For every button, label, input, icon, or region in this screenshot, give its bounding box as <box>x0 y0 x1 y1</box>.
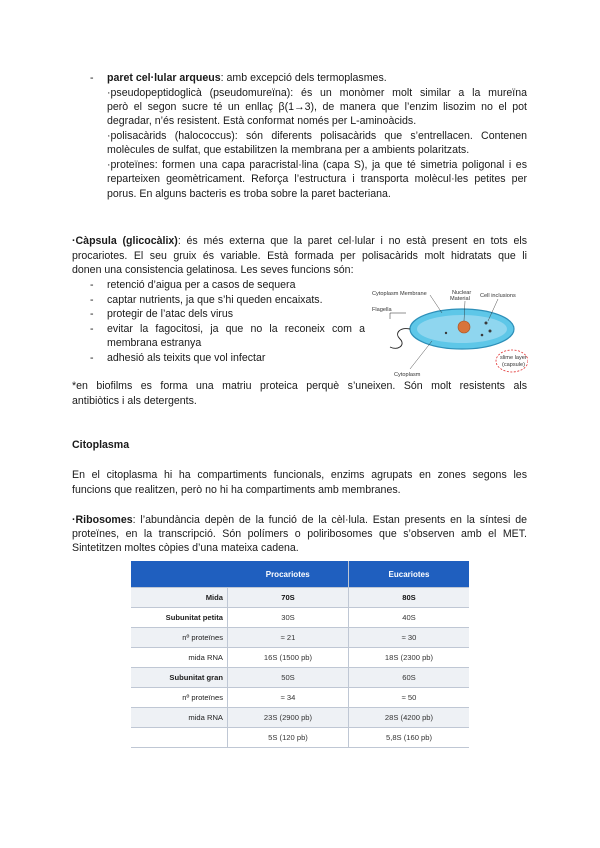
table-cell: 16S (1500 pb) <box>228 648 349 668</box>
ribosomes-heading-line <box>72 513 527 527</box>
table-cell: 40S <box>349 608 470 628</box>
arqueus-line: però el segon sucre té un enllaç β(1→3), de manera que l’enzim lisozim no el pot <box>107 101 527 113</box>
label-material: Material <box>450 296 470 302</box>
label-cytoplasm-membrane: Cytoplasm Membrane <box>372 291 427 297</box>
table-cell: 50S <box>228 668 349 688</box>
table-row <box>131 628 469 648</box>
table-cell: mida RNA <box>131 648 228 668</box>
table-header-cell <box>131 561 228 588</box>
table-row <box>131 648 469 668</box>
cell-inclusion-dot <box>485 322 488 325</box>
table-cell: Subunitat petita <box>131 608 228 628</box>
arqueus-title-rest: : amb excepció dels termoplasmes. <box>220 72 387 84</box>
arqueus-line: degradar, n’és resistent. Està conformat només per L-aminoàcids. <box>107 115 417 127</box>
table-row <box>131 728 469 748</box>
label-pointer <box>430 295 442 313</box>
bullet-dash: - <box>90 72 94 84</box>
citoplasma-title: Citoplasma <box>72 439 130 451</box>
label-cell-inclusions: Cell inclusions <box>480 293 516 299</box>
capsula-note-line: *en biofilms es forma una matriu proteica perquè s’uneixen. Són molt resistents als <box>72 380 527 392</box>
table-cell <box>131 728 228 748</box>
cell-inclusion-dot <box>489 330 492 333</box>
capsula-function-item: membrana estranya <box>107 337 202 349</box>
table-cell: ≈ 21 <box>228 628 349 648</box>
capsula-line: : és més externa que la paret cel·lular i no està present en tots els <box>177 235 527 247</box>
flagella-pointer <box>390 313 406 319</box>
citoplasma-line: En el citoplasma hi ha compartiments funcionals, enzims agrupats en zones segons les <box>72 469 527 481</box>
table-cell: 70S <box>228 588 349 608</box>
capsula-line: procariotes. El seu gruix és variable. Està formada per polisacàrids molt hidratats que li <box>72 250 527 262</box>
table-cell: ≈ 30 <box>349 628 470 648</box>
slime-layer-outline <box>496 350 528 372</box>
table-row <box>131 688 469 708</box>
table-row <box>131 588 469 608</box>
table-cell: mida RNA <box>131 708 228 728</box>
table-header-cell: Procariotes <box>228 561 349 588</box>
table-cell: 23S (2900 pb) <box>228 708 349 728</box>
bullet-dash: - <box>90 279 94 291</box>
arqueus-line: molècules de sulfat, que estabilitzen la membrana per a ambients polaritzats. <box>107 144 470 156</box>
label-capsule: (capsule) <box>502 362 526 368</box>
capsula-title: ·Càpsula (glicocàlix) <box>72 235 178 247</box>
arqueus-line: ·proteïnes: formen una capa paracristal·lina (capa S), ja que té simetria poligonal i es <box>107 159 527 171</box>
nuclear-material-shape <box>458 321 470 333</box>
table-cell: nº proteïnes <box>131 688 228 708</box>
table-cell: 18S (2300 pb) <box>349 648 470 668</box>
table-cell: 5S (120 pb) <box>228 728 349 748</box>
table-row <box>131 708 469 728</box>
capsula-function-item: retenció d’aigua per a casos de sequera <box>107 279 296 291</box>
table-row <box>131 608 469 628</box>
table-cell: 28S (4200 pb) <box>349 708 470 728</box>
table-cell: ≈ 34 <box>228 688 349 708</box>
table-row <box>131 668 469 688</box>
capsula-function-item: evitar la fagocitosi, ja que no la reconeix com a <box>107 323 365 335</box>
arqueus-line: porus. En alguns bacteris es troba sobre la paret bacteriana. <box>107 188 391 200</box>
table-cell: 5,8S (160 pb) <box>349 728 470 748</box>
label-flagella: Flagella <box>372 307 392 313</box>
bullet-dash: - <box>90 294 94 306</box>
table-cell: 30S <box>228 608 349 628</box>
table-header-row <box>131 561 469 588</box>
label-slime-layer: slime layer <box>500 355 527 361</box>
table-header-cell: Eucariotes <box>349 561 470 588</box>
ribosomes-line: Sintetitzen moltes còpies d’una mateixa cadena. <box>72 542 299 554</box>
arqueus-line: reparteixen geomètricament. Reforça l’estructura i transporta molècul·les petites per <box>107 173 527 185</box>
bullet-dash: - <box>90 308 94 320</box>
arqueus-heading-line <box>107 71 527 85</box>
label-cytoplasm: Cytoplasm <box>394 372 421 377</box>
table-cell: Subunitat gran <box>131 668 228 688</box>
cell-inclusion-dot <box>481 334 484 337</box>
table-cell: 60S <box>349 668 470 688</box>
flagella-shape <box>390 329 410 349</box>
arqueus-title: paret cel·lular arqueus <box>107 72 221 84</box>
table-cell: Mida <box>131 588 228 608</box>
table-cell: 80S <box>349 588 470 608</box>
ribosomes-line: proteïnes, en la transcripció. Són polímers o poliribosomes que s’observen amb el MET. <box>72 528 527 540</box>
arqueus-line: ·polisacàrids (halococcus): són diferents polisacàrids que s’entrellacen. Contenen <box>107 130 527 142</box>
label-pointer <box>410 341 432 369</box>
bullet-dash: - <box>90 323 94 335</box>
capsula-function-item: adhesió als teixits que vol infectar <box>107 352 266 364</box>
arqueus-line: ·pseudopeptidoglicà (pseudomureïna): és un monòmer molt similar a la mureïna <box>107 87 527 99</box>
ribosomes-line: : l’abundància depèn de la funció de la cèl·lula. Estan presents en la síntesi de <box>132 514 527 526</box>
capsula-heading-line <box>72 234 527 248</box>
capsula-line: donen una consistencia gelatinosa. Les seves funcions són: <box>72 264 354 276</box>
citoplasma-line: funcions que realitzen, però no hi ha compartiments amb membranes. <box>72 484 401 496</box>
capsula-note-line: antibiòtics i als detergents. <box>72 395 197 407</box>
ribosome-comparison-table <box>131 561 469 748</box>
table-cell: ≈ 50 <box>349 688 470 708</box>
ribosomes-title: ·Ribosomes <box>72 514 133 526</box>
bullet-dash: - <box>90 352 94 364</box>
bacterium-diagram <box>370 287 528 377</box>
capsula-function-item: protegir de l’atac dels virus <box>107 308 234 320</box>
capsula-function-item: captar nutrients, ja que s’hi queden encaixats. <box>107 294 323 306</box>
table-cell: nº proteïnes <box>131 628 228 648</box>
label-nuclear: Nuclear <box>452 290 472 296</box>
cell-inclusion-dot <box>445 332 447 334</box>
